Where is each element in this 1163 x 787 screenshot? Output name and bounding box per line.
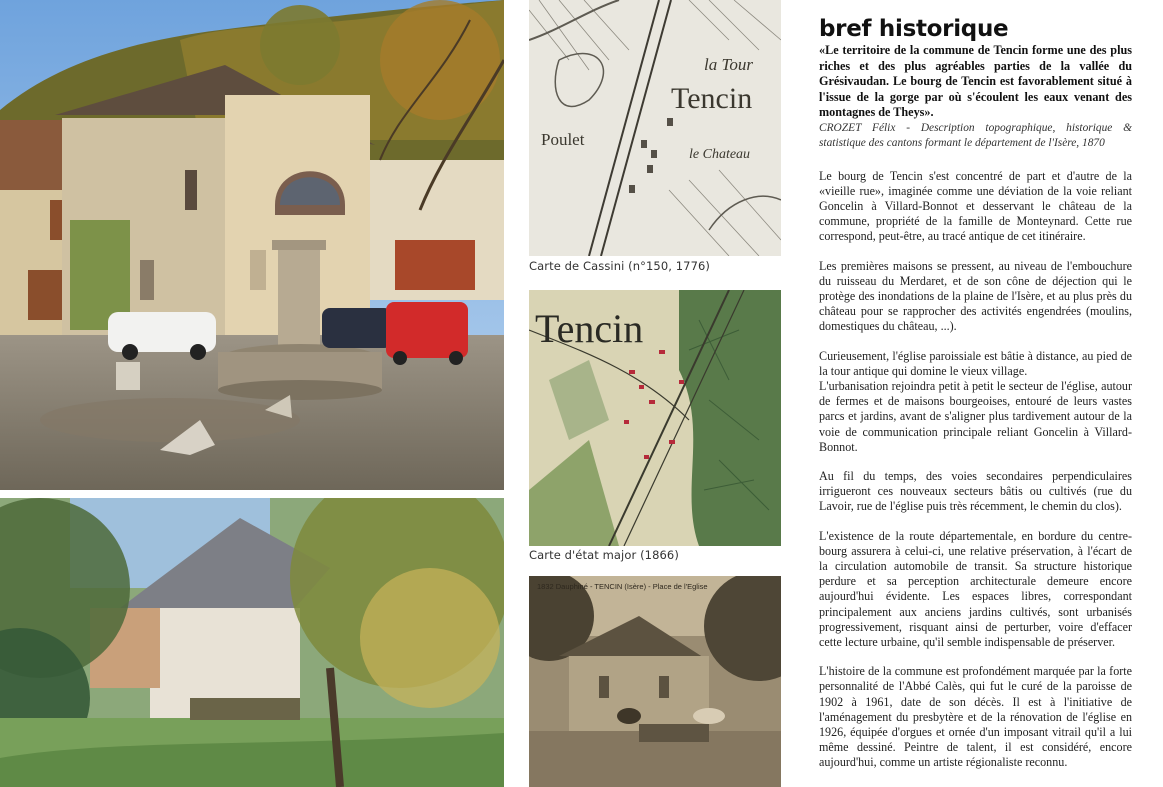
crozet-quote: «Le territoire de la commune de Tencin forme une des plus riches et des plus agréables parties de la vallée du Grésivaudan. Le bourg de Tencin est favorablement situé à l'issue de la gorge par où s'écoulent les eaux venant des montagnes de Theys». bbox=[819, 43, 1132, 119]
cassini-map bbox=[529, 0, 781, 256]
paragraph-urbanisation: L'urbanisation rejoindra petit à petit le secteur de l'église, autour de fermes et de maisons bourgeoises, entouré de leurs vastes parcs et jardins, avant de s'aligner plus tardivement autour de la voie de communication principale reliant Goncelin à Villard-Bonnot. bbox=[819, 378, 1132, 454]
etat-town-label: Tencin bbox=[535, 306, 644, 351]
village-square-photo bbox=[0, 0, 504, 490]
paragraph-route-departementale: L'existence de la route départementale, en bordure du centre-bourg assurera à celui-ci, une relative préservation, à l'écart de la circulation automobile de transit. Sa structure historique perdure et sa perception architecturale demeure encore aujourd'hui évidente. Les espaces libres, correspondant principalement aux anciens jardins cultivés, sont urbanisés progressivement, risquant ainsi de perturber, voire d'effacer cette lecture urbaine, qu'il semble indispensable de préserver. bbox=[819, 528, 1132, 649]
paragraph-voies-secondaires: Au fil du temps, des voies secondaires perpendiculaires irrigueront ces nouveaux secteurs bâtis ou cultivés (rue du Lavoir, rue de l'église puis très récemment, le chemin du clos). bbox=[819, 468, 1132, 514]
cassini-chateau-label: le Chateau bbox=[689, 147, 751, 162]
cassini-tour-label: la Tour bbox=[704, 55, 753, 74]
page-title: bref historique bbox=[819, 16, 1009, 42]
church-painting bbox=[0, 498, 504, 787]
old-postcard bbox=[529, 576, 781, 787]
history-text-column bbox=[819, 16, 1132, 771]
paragraph-eglise: Curieusement, l'église paroissiale est bâtie à distance, au pied de la tour antique qui domine le vieux village. bbox=[819, 348, 1132, 378]
village-square-illustration bbox=[0, 0, 504, 490]
painting-illustration bbox=[0, 498, 504, 787]
paragraph-vieille-rue: Le bourg de Tencin s'est concentré de part et d'autre de la «vieille rue», imaginée comme une déviation de la voie reliant Goncelin à Villard-Bonnot et desservant le château de la commune, propriété de la famille de Monteynard. Cette rue correspond, peut-être, au tracé antique de cet itinéraire. bbox=[819, 168, 1132, 244]
etat-major-map-illustration bbox=[529, 290, 781, 546]
cassini-poulet-label: Poulet bbox=[541, 130, 585, 149]
quote-citation: CROZET Félix - Description topographique, historique & statistique des cantons formant le département de l'Isère, 1870 bbox=[819, 121, 1132, 149]
etat-major-map bbox=[529, 290, 781, 546]
etat-major-map-caption: Carte d'état major (1866) bbox=[529, 548, 679, 562]
cassini-map-illustration bbox=[529, 0, 781, 256]
cassini-map-caption: Carte de Cassini (n°150, 1776) bbox=[529, 259, 711, 273]
postcard-illustration bbox=[529, 576, 781, 787]
paragraph-premieres-maisons: Les premières maisons se pressent, au niveau de l'embouchure du ruisseau du Merdaret, et de son cône de déjection qui le protège des inondations de la plaine de l'Isère, et au plus près du château pour se rapprocher des activités engendrées (moulins, domestiques du château, ...). bbox=[819, 258, 1132, 334]
cassini-town-label: Tencin bbox=[671, 82, 753, 115]
postcard-caption: 1832 Dauphiné - TENCIN (Isère) - Place de l'Eglise bbox=[537, 582, 708, 591]
paragraph-abbe-cales: L'histoire de la commune est profondément marquée par la forte personnalité de l'Abbé Calès, qui fut le curé de la paroisse de 1902 à 1961, date de son décès. Il est à l'initiative de l'aménagement du presbytère et de la rénovation de l'église en 1926, équipée d'orgues et ornée d'un imposant vitrail qu'il a lui même dessiné. Peintre de talent, il est considéré, encore aujourd'hui, comme un artiste régionaliste reconnu. bbox=[819, 664, 1132, 770]
